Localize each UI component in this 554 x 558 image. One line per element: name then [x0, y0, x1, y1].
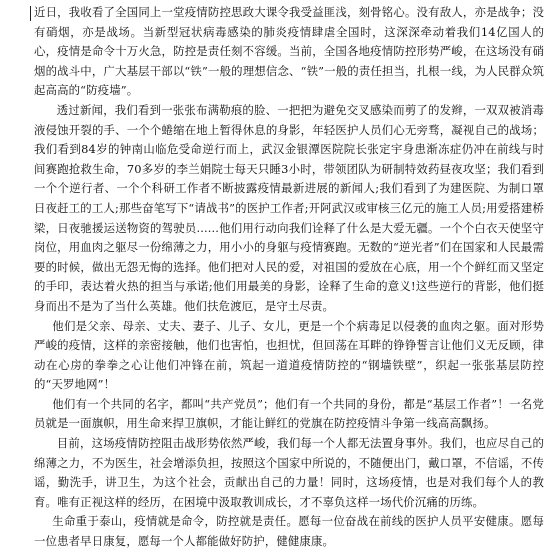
- document-body[interactable]: [34, 3, 544, 552]
- paragraph-party-members: 他们有一个共同的名字，都叫“共产党员”；他们有一个共同的身份，都是“基层工作者”！一名党员就是一面旗帜，用生命来捍卫旗帜，才能让鲜红的党旗在防控疫情斗争第一线高高飘扬。: [34, 396, 544, 431]
- paragraph-intro: 近日，我收看了全国同上一堂疫情防控思政大课令我受益匪浅，刻骨铭心。没有敌人，亦是战争；没有硝烟，亦是战场。当新型冠状病毒感染的肺炎疫情肆虐全国时，这深深牵动着我们14亿国人的心，疫情是命令十万火急，防控是责任刻不容缓。当前，全国各地疫情防控形势严峻，在这场没有硝烟的战斗中，广大基层干部以“铁”一般的理想信念、“铁”一般的责任担当，扎根一线，为人民群众筑起高高的“防疫墙”。: [34, 5, 544, 98]
- paragraph-news: 透过新闻，我们看到一张张布满勒痕的脸、一把把为避免交叉感染而剪了的发辫，一双双被消毒液侵蚀开裂的手、一个个蜷缩在地上暂得休息的身影，年轻医护人员们心无旁骛，凝视自己的战场；我们看到84岁的钟南山临危受命逆行而上，武汉金银潭医院院长张定宇身患渐冻症仍冲在前线与时间赛跑抢救生命，70多岁的李兰娟院士每天只睡3小时，带领团队为研制特效药昼夜攻坚；我们看到一个个逆行者、一个个科研工作者不断披露疫情最新进展的新闻人;我们看到了为建医院、为制口罩日夜赶工的工人;那些奋笔写下“请战书”的医护工作者;开阿武汉或审核三亿元的施工人员;用爱搭建桥梁，日夜驰援运送物资的驾驶员......他们用行动向我们诠释了什么是大爱无疆。一个个白衣天使坚守岗位，用血肉之躯尽一份绵薄之力，用小小的身躯与疫情赛跑。无数的“逆光者”们在国家和人民最需要的时候，做出无怨无悔的选择。他们把对人民的爱，对祖国的爱放在心底，用一个个鲜红而又坚定的手印，表达着火热的担当与承诺;他们用最美的身影，诠释了生命的意义!这些逆行的背影，他们挺身而出不是为了当什么英雄。他们扶危渡厄，是守土尽责。: [34, 102, 544, 313]
- text-cursor: [30, 6, 31, 21]
- paragraph-family-roles: 他们是父亲、母亲、丈夫、妻子、儿子、女儿，更是一个个病毒足以侵袭的血肉之躯。面对形势严峻的疫情，这样的亲密接触，他们也害怕，也担忧，但回荡在耳畔的铮铮誓言让他们义无反顾，律动在心房的拳拳之心让他们冲锋在前，筑起一道道疫情防控的“钢墙铁壁”，织起一张张基层防控的“天罗地网”！: [34, 318, 544, 392]
- paragraph-current-situation: 目前，这场疫情防控阻击战形势依然严峻，我们每一个人都无法置身事外。我们，也应尽自己的绵薄之力，不为医生，社会增添负担，按照这个国家中所说的，不随便出门，戴口罩，不信谣，不传谣，勤洗手，讲卫生，为这个社会，贡献出自己的力量！同时，这场疫情，也是对我们每个人的教育。唯有正视这样的经历，在困境中汲取教训成长，才不辜负这样一场代价沉痛的历练。: [34, 436, 544, 509]
- paragraph-closing: 生命重于泰山，疫情就是命令，防控就是责任。愿每一位奋战在前线的医护人员平安健康。愿每一位患者早日康复，愿每一个人都能做好防护，健健康康。: [34, 514, 544, 549]
